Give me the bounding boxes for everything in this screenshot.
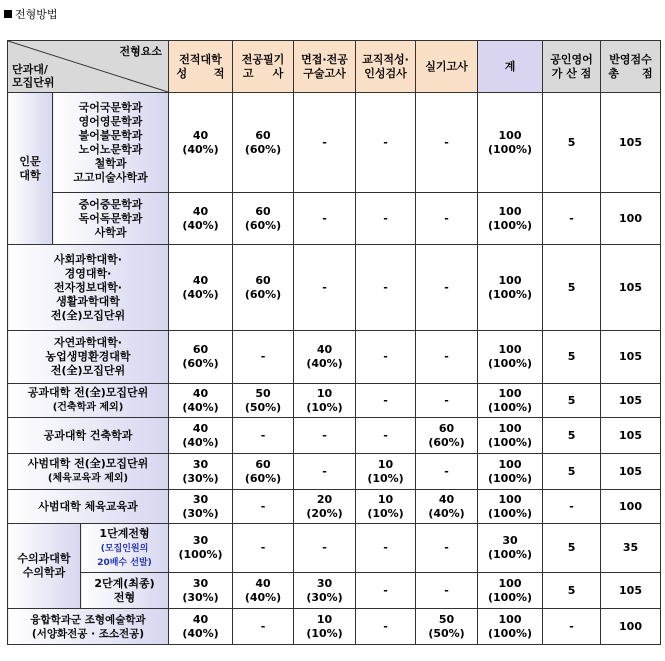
value-cell: 5 [543,93,601,193]
value-cell: 100 [601,490,661,524]
value-cell: 5 [543,418,601,454]
table-row [8,93,661,193]
value-cell: - [356,384,416,418]
admission-method-table [7,40,661,645]
value-cell: 100 [601,193,661,245]
table-row [8,454,661,490]
col-header-final-score: 반영점수 총 점 [601,41,661,93]
value-cell: 105 [601,384,661,418]
value-cell: 10 (10%) [356,490,416,524]
section-caption [4,6,58,22]
value-cell: - [356,609,416,645]
value-cell: - [294,524,356,573]
col-header-aptitude: 교직적성· 인성검사 [356,41,416,93]
value-cell: 50 (50%) [233,384,294,418]
value-cell: - [294,454,356,490]
col-header-prior-grades: 전적대학 성 적 [169,41,233,93]
value-cell: 10 (10%) [294,609,356,645]
value-cell: 60 (60%) [233,245,294,331]
value-cell: 60 (60%) [169,331,233,384]
value-cell: - [543,609,601,645]
value-cell: - [356,573,416,609]
unit-cell: 융합학과군 조형예술학과 (서양화전공 · 조소전공) [8,609,169,645]
table-row [8,384,661,418]
col-header-practical: 실기고사 [416,41,478,93]
value-cell: 100 [601,609,661,645]
value-cell: 40 (40%) [233,573,294,609]
group-humanities: 인문 대학 [8,93,53,245]
value-cell: - [356,193,416,245]
value-cell: 5 [543,454,601,490]
value-cell: 40 (40%) [169,193,233,245]
col-header-interview: 면접·전공 구술고사 [294,41,356,93]
value-cell: 50 (50%) [416,609,478,645]
table-row [8,573,661,609]
value-cell: 100 (100%) [478,573,543,609]
value-cell: - [233,418,294,454]
value-cell: 60 (60%) [416,418,478,454]
col-header-written-exam: 전공필기 고 사 [233,41,294,93]
unit-cell: 자연과학대학· 농업생명환경대학 전(全)모집단위 [8,331,169,384]
value-cell: 100 (100%) [478,384,543,418]
caption-text: 전형방법 [15,8,58,21]
value-cell: 40 (40%) [416,490,478,524]
value-cell: 105 [601,454,661,490]
unit-cell: 중어중문학과 독어독문학과 사학과 [53,193,169,245]
value-cell: 105 [601,93,661,193]
value-cell: - [356,93,416,193]
value-cell: 100 (100%) [478,454,543,490]
col-header-english-bonus: 공인영어 가 산 점 [543,41,601,93]
table-row [8,193,661,245]
value-cell: 100 (100%) [478,245,543,331]
value-cell: - [294,93,356,193]
table-row [8,609,661,645]
unit-cell: 사회과학대학· 경영대학· 전자정보대학· 생활과학대학 전(全)모집단위 [8,245,169,331]
value-cell: 105 [601,331,661,384]
value-cell: 30 (30%) [169,454,233,490]
value-cell: 60 (60%) [233,93,294,193]
value-cell: 105 [601,418,661,454]
header-row [8,41,661,93]
value-cell: - [294,418,356,454]
value-cell: - [416,245,478,331]
stage-cell: 1단계전형 (모집인원의 20배수 선발) [81,524,169,573]
table-row [8,490,661,524]
value-cell: - [543,490,601,524]
table-row [8,331,661,384]
value-cell: 30 (100%) [478,524,543,573]
value-cell: 20 (20%) [294,490,356,524]
value-cell: 10 (10%) [294,384,356,418]
value-cell: - [416,573,478,609]
unit-cell: 공과대학 전(全)모집단위 (건축학과 제외) [8,384,169,418]
value-cell: 30 (30%) [169,573,233,609]
value-cell: 10 (10%) [356,454,416,490]
value-cell: - [233,490,294,524]
value-cell: - [416,193,478,245]
value-cell: - [416,454,478,490]
value-cell: - [294,193,356,245]
value-cell: 40 (40%) [169,93,233,193]
unit-cell: 사범대학 체육교육과 [8,490,169,524]
value-cell: - [233,609,294,645]
value-cell: - [356,524,416,573]
value-cell: - [543,193,601,245]
value-cell: 105 [601,573,661,609]
value-cell: 105 [601,245,661,331]
table-row [8,245,661,331]
value-cell: - [356,245,416,331]
value-cell: 40 (40%) [169,384,233,418]
value-cell: - [233,524,294,573]
value-cell: 5 [543,245,601,331]
table-row [8,524,661,573]
square-bullet-icon [4,10,12,18]
corner-header-cell [8,41,169,93]
value-cell: 100 (100%) [478,193,543,245]
value-cell: 40 (40%) [294,331,356,384]
corner-top-label: 전형요소 [119,45,163,58]
value-cell: 40 (40%) [169,609,233,645]
unit-cell: 공과대학 건축학과 [8,418,169,454]
value-cell: - [356,331,416,384]
value-cell: - [294,245,356,331]
col-header-total: 계 [478,41,543,93]
stage-note: (모집인원의 20배수 선발) [97,544,152,568]
value-cell: 40 (40%) [169,418,233,454]
value-cell: 5 [543,384,601,418]
unit-cell: 사범대학 전(全)모집단위 (체육교육과 제외) [8,454,169,490]
value-cell: - [416,384,478,418]
value-cell: - [416,524,478,573]
value-cell: 5 [543,573,601,609]
corner-bottom-label: 단과대/ 모집단위 [12,63,55,89]
group-vet: 수의과대학 수의학과 [8,524,81,609]
value-cell: 60 (60%) [233,454,294,490]
value-cell: 100 (100%) [478,490,543,524]
unit-cell: 국어국문학과 영어영문학과 불어불문학과 노어노문학과 철학과 고고미술사학과 [53,93,169,193]
value-cell: - [416,331,478,384]
value-cell: 100 (100%) [478,93,543,193]
value-cell: 100 (100%) [478,609,543,645]
value-cell: 5 [543,331,601,384]
value-cell: 60 (60%) [233,193,294,245]
value-cell: 100 (100%) [478,418,543,454]
value-cell: 30 (100%) [169,524,233,573]
value-cell: - [233,331,294,384]
value-cell: 100 (100%) [478,331,543,384]
stage-cell: 2단계(최종) 전형 [81,573,169,609]
value-cell: - [416,93,478,193]
value-cell: 30 (30%) [294,573,356,609]
value-cell: 30 (30%) [169,490,233,524]
value-cell: 5 [543,524,601,573]
value-cell: 40 (40%) [169,245,233,331]
value-cell: 35 [601,524,661,573]
value-cell: - [356,418,416,454]
table-row [8,418,661,454]
